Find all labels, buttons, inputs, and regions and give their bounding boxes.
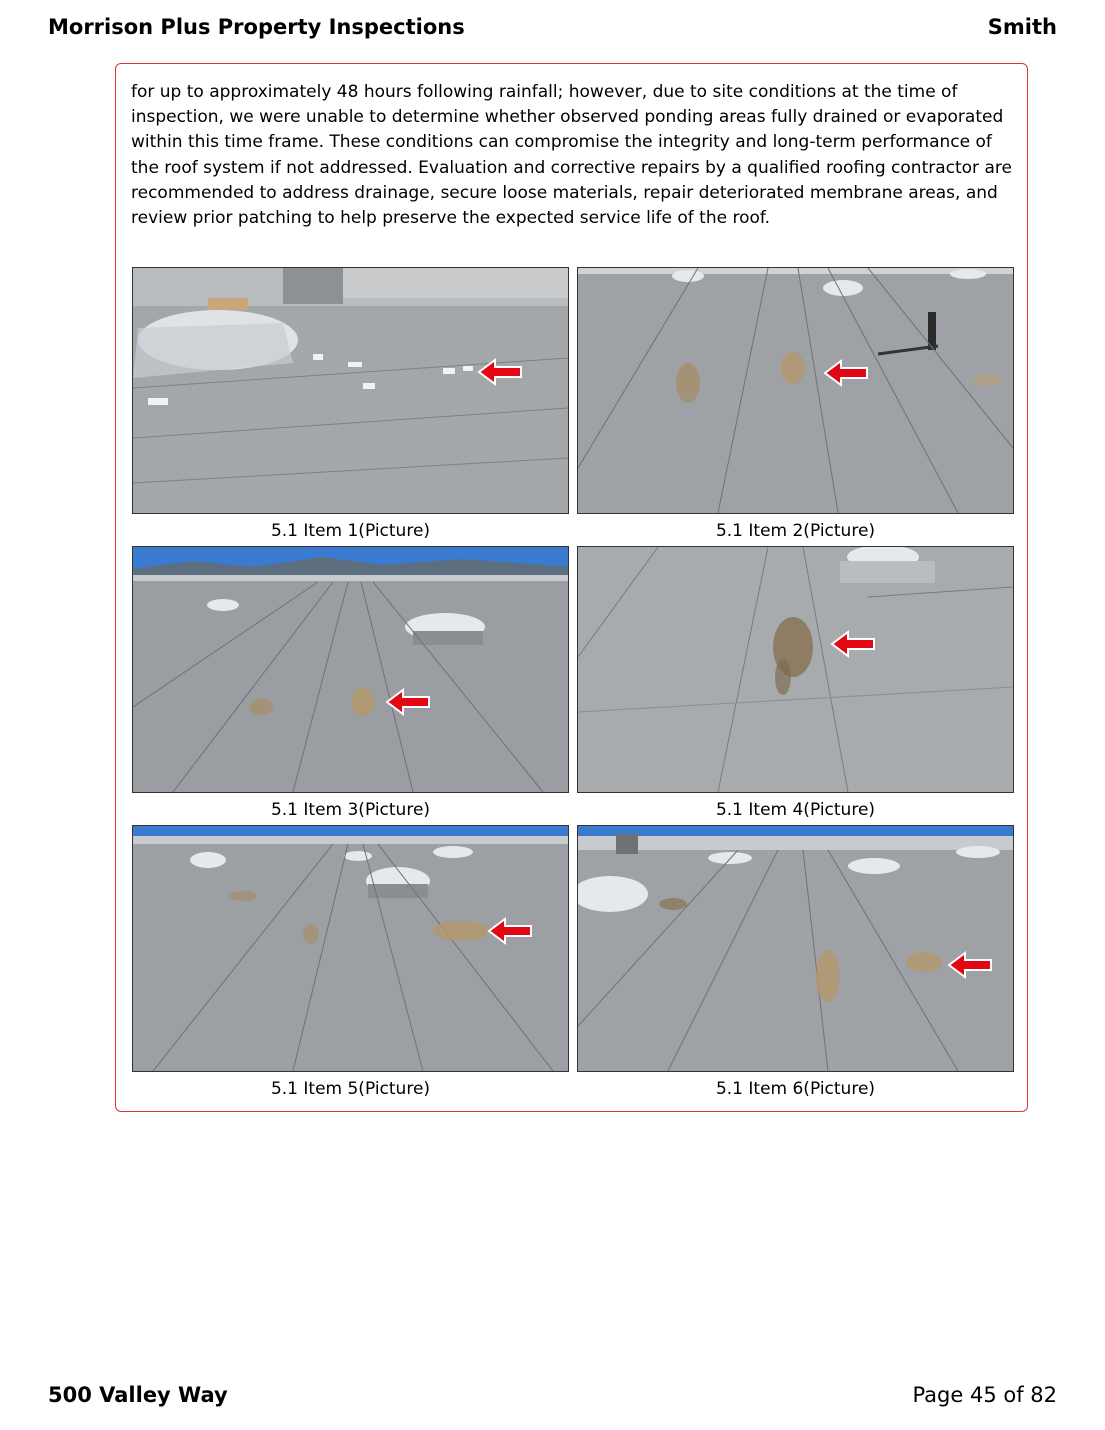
roof-photo[interactable] xyxy=(132,267,569,514)
roof-photo-image xyxy=(133,826,568,1071)
roof-photo-image xyxy=(578,547,1013,792)
property-address: 500 Valley Way xyxy=(48,1383,228,1407)
photo-caption: 5.1 Item 3(Picture) xyxy=(270,800,431,820)
company-name: Morrison Plus Property Inspections xyxy=(48,15,465,39)
page-header xyxy=(48,12,1057,42)
roof-photo[interactable] xyxy=(577,546,1014,793)
roof-photo-image xyxy=(133,547,568,792)
page-footer xyxy=(48,1380,1057,1410)
photo-item-2[interactable] xyxy=(577,267,1014,542)
defect-comment-box xyxy=(115,63,1028,1112)
defect-description: for up to approximately 48 hours following rainfall; however, due to site conditions at the time of inspection, we were unable to determine whether observed ponding areas fully drained or evaporated within this time frame. These conditions can compromise the integrity and long-term performance of the roof system if not addressed. Evaluation and corrective repairs by a qualified roofing contractor are recommended to address drainage, secure loose materials, repair deteriorated membrane areas, and review prior patching to help preserve the expected service life of the roof. xyxy=(131,82,1012,229)
photo-item-6[interactable] xyxy=(577,825,1014,1100)
roof-photo[interactable] xyxy=(132,546,569,793)
roof-photo[interactable] xyxy=(577,267,1014,514)
roof-photo-image xyxy=(578,268,1013,513)
photo-caption: 5.1 Item 6(Picture) xyxy=(715,1079,876,1099)
photo-caption: 5.1 Item 1(Picture) xyxy=(270,521,431,541)
photo-item-5[interactable] xyxy=(132,825,569,1100)
photo-caption: 5.1 Item 4(Picture) xyxy=(715,800,876,820)
roof-photo[interactable] xyxy=(132,825,569,1072)
roof-photo-image xyxy=(578,826,1013,1071)
client-name: Smith xyxy=(987,15,1057,39)
roof-photo[interactable] xyxy=(577,825,1014,1072)
photo-caption: 5.1 Item 2(Picture) xyxy=(715,521,876,541)
roof-photo-image xyxy=(133,268,568,513)
photo-caption: 5.1 Item 5(Picture) xyxy=(270,1079,431,1099)
photo-item-3[interactable] xyxy=(132,546,569,821)
photo-item-1[interactable] xyxy=(132,267,569,542)
photo-item-4[interactable] xyxy=(577,546,1014,821)
page-number: Page 45 of 82 xyxy=(912,1383,1057,1407)
